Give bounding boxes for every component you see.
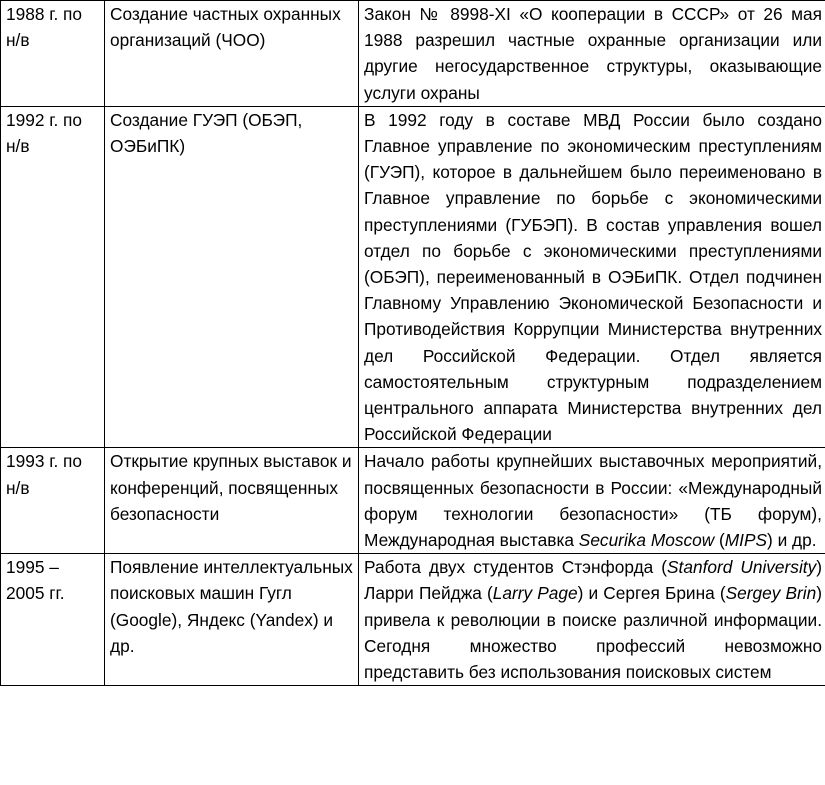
- table-row: [1, 554, 825, 686]
- italic-term: MIPS: [724, 530, 768, 551]
- italic-term: Securika Moscow: [578, 530, 715, 551]
- date-cell: 1992 г. по н/в: [1, 106, 105, 448]
- description-cell: Закон № 8998-XI «О кооперации в СССР» от 26 мая 1988 разрешил частные охранные организации или другие негосударственное структуры, оказывающие услуги охраны: [359, 1, 825, 107]
- description-cell: В 1992 году в составе МВД России было создано Главное управление по экономическим преступлениям (ГУЭП), которое в дальнейшем было переименовано в Главное управление по борьбе с экономическими преступлениями (ГУБЭП). В состав управления вошел отдел по борьбе с экономическими преступлениями (ОБЭП), переименованный в ОЭБиПК. Отдел подчинен Главному Управлению Экономической Безопасности и Противодействия Коррупции Министерства внутренних дел Российской Федерации. Отдел является самостоятельным структурным подразделением центрального аппарата Министерства внутренних дел Российской Федерации: [359, 106, 825, 448]
- event-cell: Создание ГУЭП (ОБЭП, ОЭБиПК): [105, 106, 359, 448]
- event-cell: Создание частных охранных организаций (ЧОО): [105, 1, 359, 107]
- event-cell: Появление интеллектуальных поисковых машин Гугл (Google), Яндекс (Yandex) и др.: [105, 554, 359, 686]
- italic-term: Stanford University: [667, 557, 817, 578]
- date-cell: 1988 г. по н/в: [1, 1, 105, 107]
- italic-term: Sergey Brin: [725, 583, 817, 604]
- date-cell: 1995 – 2005 гг.: [1, 554, 105, 686]
- italic-term: Larry Page: [492, 583, 578, 604]
- table-row: [1, 106, 825, 448]
- date-cell: 1993 г. по н/в: [1, 448, 105, 554]
- description-cell: Начало работы крупнейших выставочных мероприятий, посвященных безопасности в России: «Международный форум технологии безопасности» (ТБ форум), Международная выставка Securika Moscow (MIPS) и др.: [359, 448, 825, 554]
- description-cell: Работа двух студентов Стэнфорда (Stanford University) Ларри Пейджа (Larry Page) и Сергея Брина (Sergey Brin) привела к революции в поиске различной информации. Сегодня множество профессий невозможно представить без использования поисковых систем: [359, 554, 825, 686]
- table-row: [1, 1, 825, 107]
- event-cell: Открытие крупных выставок и конференций, посвященных безопасности: [105, 448, 359, 554]
- table-row: [1, 448, 825, 554]
